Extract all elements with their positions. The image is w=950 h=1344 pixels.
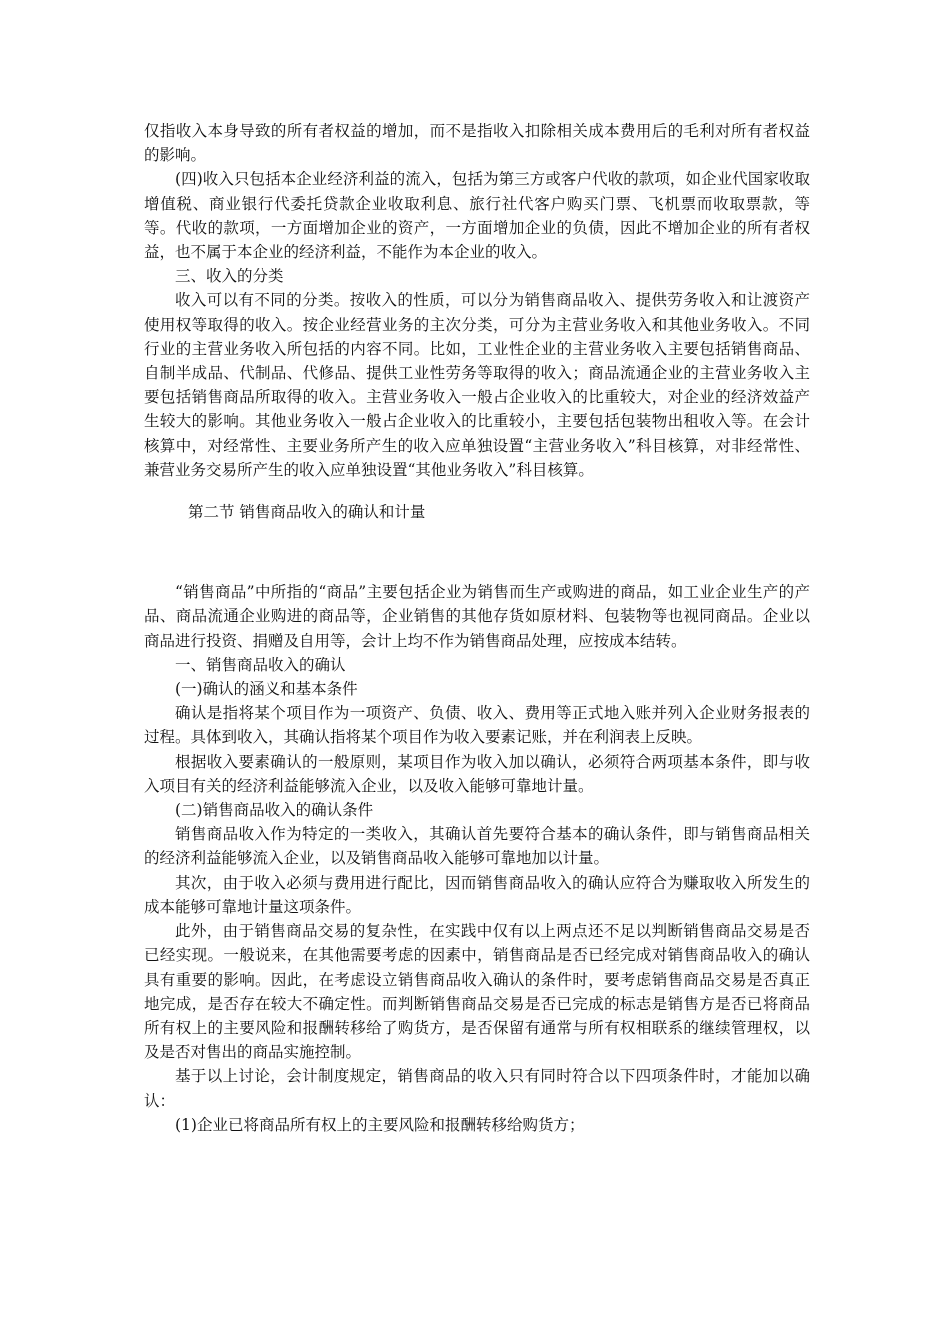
subheading-meaning-conditions: (一)确认的涵义和基本条件 (175, 680, 358, 699)
section-title: 第二节 销售商品收入的确认和计量 (188, 503, 426, 522)
list-item-condition-1: (1)企业已将商品所有权上的主要风险和报酬转移给购货方； (175, 1115, 585, 1134)
heading-income-classification: 三、收入的分类 (175, 267, 284, 286)
paragraph-complexity: 此外，由于销售商品交易的复杂性，在实践中仅有以上两点还不足以判断销售商品交易是否已经实现。一般说来，在其他需要考虑的因素中，销售商品是否已经完成对销售商品收入的确认具有重要的影响。因此，在考虑设立销售商品收入确认的条件时，要考虑销售商品交易是否真正地完成，是否存在较大不确定性。而判断销售商品交易是否已完成的标志是销售方是否已将商品所有权上的主要风险和报酬转移给了购货方，是否保留有通常与所有权相联系的继续管理权，以及是否对售出的商品实施控制。 (144, 922, 810, 1062)
paragraph-basic-conditions: 根据收入要素确认的一般原则，某项目作为收入加以确认，必须符合两项基本条件，即与收入项目有关的经济利益能够流入企业，以及收入能够可靠地计量。 (144, 752, 810, 795)
paragraph-income-classification: 收入可以有不同的分类。按收入的性质，可以分为销售商品收入、提供劳务收入和让渡资产使用权等取得的收入。按企业经营业务的主次分类，可分为主营业务收入和其他业务收入。不同行业的主营业务收入所包括的内容不同。比如，工业性企业的主营业务收入主要包括销售商品、自制半成品、代制品、代修品、提供工业性劳务等取得的收入；商品流通企业的主营业务收入主要包括销售商品所取得的收入。主营业务收入一般占企业收入的比重较大，对企业的经济效益产生较大的影响。其他业务收入一般占企业收入的比重较小，主要包括包装物出租收入等。在会计核算中，对经常性、主要业务所产生的收入应单独设置“主营业务收入”科目核算，对非经常性、兼营业务交易所产生的收入应单独设置“其他业务收入”科目核算。 (144, 291, 810, 479)
subheading-sales-conditions: (二)销售商品收入的确认条件 (175, 801, 374, 820)
paragraph-recognition-definition: 确认是指将某个项目作为一项资产、负债、收入、费用等正式地入账并列入企业财务报表的过程。具体到收入，其确认指将某个项目作为收入要素记账，并在利润表上反映。 (144, 704, 810, 747)
paragraph-four-conditions: 基于以上讨论，会计制度规定，销售商品的收入只有同时符合以下四项条件时，才能加以确认： (144, 1067, 810, 1110)
paragraph-matching: 其次，由于收入必须与费用进行配比，因而销售商品收入的确认应符合为赚取收入所发生的成本能够可靠地计量这项条件。 (144, 873, 810, 916)
paragraph-continuation: 仅指收入本身导致的所有者权益的增加，而不是指收入扣除相关成本费用后的毛利对所有者权益的影响。 (144, 122, 810, 165)
paragraph-item-four: (四)收入只包括本企业经济利益的流入，包括为第三方或客户代收的款项，如企业代国家收取增值税、商业银行代委托贷款企业收取利息、旅行社代客户购买门票、飞机票而收取票款，等等。代收的款项，一方面增加企业的资产，一方面增加企业的负债，因此不增加企业的所有者权益，也不属于本企业的经济利益，不能作为本企业的收入。 (144, 170, 810, 262)
paragraph-goods-definition: “销售商品”中所指的“商品”主要包括企业为销售而生产或购进的商品，如工业企业生产的产品、商品流通企业购进的商品等，企业销售的其他存货如原材料、包装物等也视同商品。企业以商品进行投资、捐赠及自用等，会计上均不作为销售商品处理，应按成本结转。 (144, 583, 810, 650)
paragraph-sales-basic: 销售商品收入作为特定的一类收入，其确认首先要符合基本的确认条件，即与销售商品相关的经济利益能够流入企业，以及销售商品收入能够可靠地加以计量。 (144, 825, 810, 868)
heading-recognition: 一、销售商品收入的确认 (175, 655, 346, 674)
document-page (144, 119, 810, 1137)
